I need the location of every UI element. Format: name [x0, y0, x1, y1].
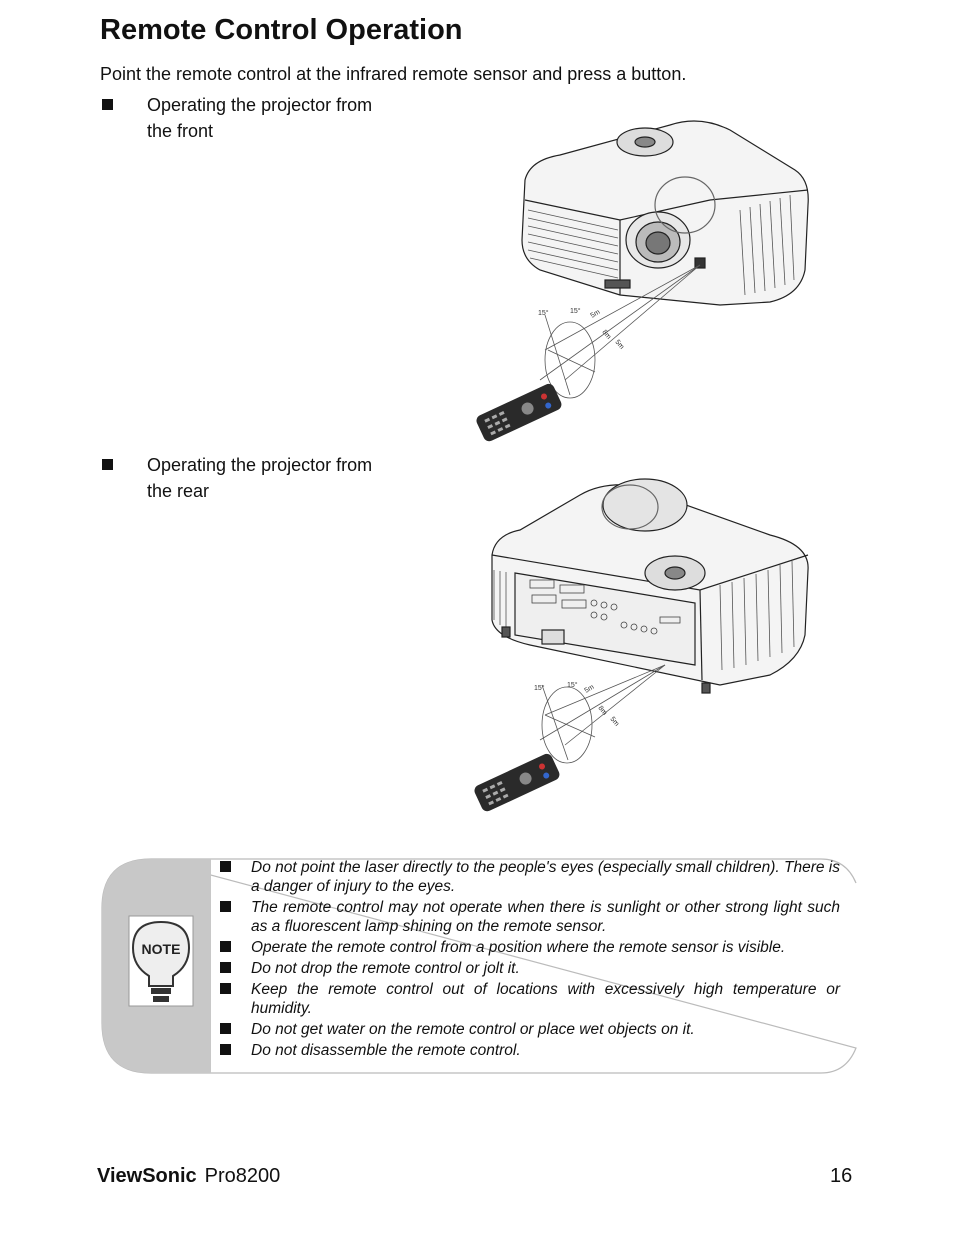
range-label: 5m: [613, 338, 626, 351]
note-item: Do not point the laser directly to the people's eyes (especially small children). There is a danger of injury to the eyes.: [218, 858, 840, 896]
range-label: 5m: [583, 683, 596, 695]
lightbulb-note-icon: [129, 916, 193, 1006]
angle-label: 15°: [570, 308, 581, 315]
angle-label: 15°: [534, 685, 545, 692]
section-label-line2: the front: [147, 121, 214, 141]
bullet-square-icon: [102, 99, 113, 110]
note-badge-label: NOTE: [141, 941, 181, 957]
range-label: 5m: [608, 715, 621, 728]
note-item: Do not drop the remote control or jolt it.: [218, 959, 840, 978]
range-label: 8m: [596, 704, 609, 717]
page-title: Remote Control Operation: [100, 14, 463, 46]
angle-label: 15°: [567, 682, 578, 689]
model-name: Pro8200: [204, 1165, 281, 1187]
projector-rear-illustration: [470, 475, 815, 820]
bullet-square-icon: [102, 459, 113, 470]
page-number: 16: [830, 1165, 853, 1187]
note-item: Do not disassemble the remote control.: [218, 1041, 840, 1060]
range-label: 8m: [600, 328, 613, 341]
remote-control-icon: [473, 752, 562, 813]
range-label: 5m: [589, 308, 602, 320]
remote-control-icon: [475, 382, 564, 443]
projector-front-illustration: [470, 110, 815, 445]
angle-label: 15°: [538, 310, 549, 317]
note-item: Do not get water on the remote control or place wet objects on it.: [218, 1020, 840, 1039]
section-label-line1: Operating the projector from: [147, 95, 373, 115]
section-label-line1: Operating the projector from: [147, 455, 373, 475]
note-list: [218, 858, 840, 1062]
note-item: Operate the remote control from a position where the remote sensor is visible.: [218, 938, 840, 957]
section-label-line2: the rear: [147, 481, 210, 501]
footer-brand: [97, 1165, 280, 1188]
intro-text: Point the remote control at the infrared remote sensor and press a button.: [100, 64, 687, 84]
note-item: The remote control may not operate when there is sunlight or other strong light such as a fluorescent lamp shining on the remote sensor.: [218, 898, 840, 936]
note-item: Keep the remote control out of locations with excessively high temperature or humidity.: [218, 980, 840, 1018]
brand-name: ViewSonic: [97, 1165, 197, 1187]
